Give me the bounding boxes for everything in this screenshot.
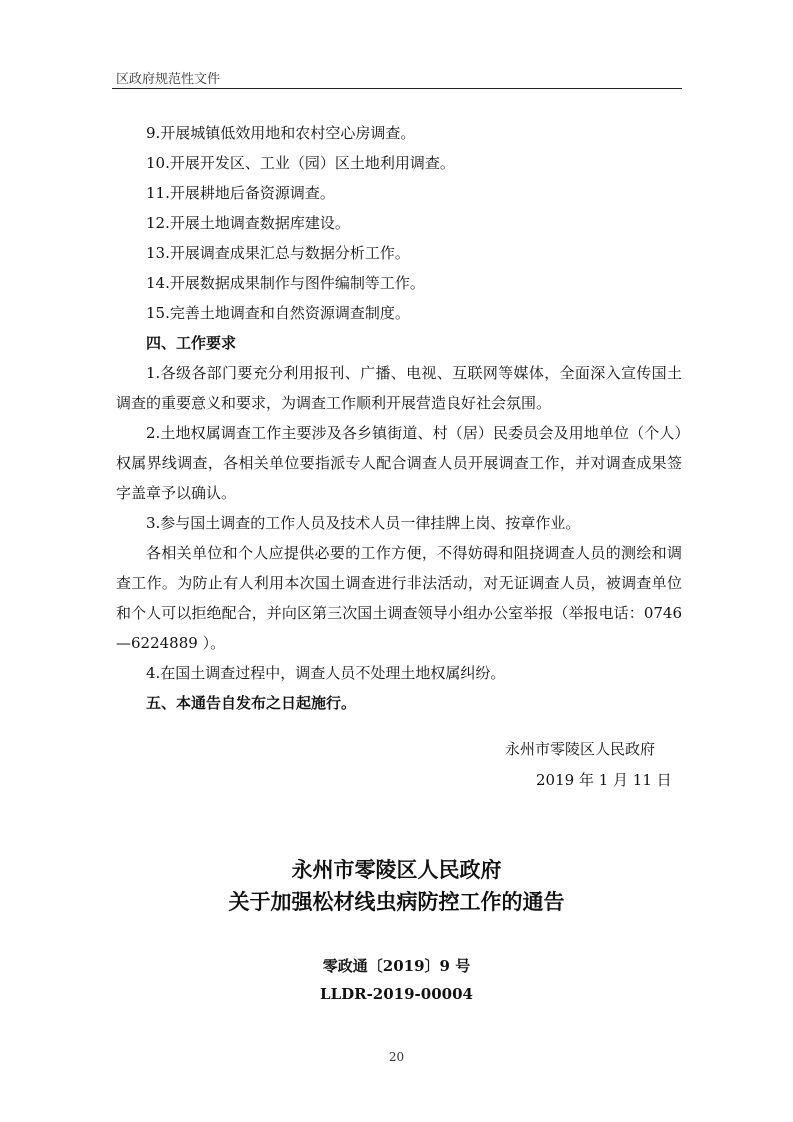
requirement-4: 4.在国土调查过程中，调查人员不处理土地权属纠纷。 (146, 664, 506, 682)
requirement-2: 2.土地权属调查工作主要涉及各乡镇街道、村（居）民委员会及用地单位（个人）权属界线调查，各相关单位要指派专人配合调查人员开展调查工作，并对调查成果签字盖章予以确认。 (116, 424, 682, 502)
list-item-15: 15.完善土地调查和自然资源调查制度。 (146, 304, 410, 322)
section-heading-4: 四、工作要求 (146, 334, 237, 352)
section-heading-5: 五、本通告自发布之日起施行。 (146, 694, 357, 712)
doc-title-line2: 关于加强松材线虫病防控工作的通告 (228, 890, 565, 914)
requirement-1: 1.各级各部门要充分利用报刊、广播、电视、互联网等媒体，全面深入宣传国土调查的重要意义和要求，为调查工作顺利开展营造良好社会氛围。 (116, 364, 682, 412)
page-number: 20 (388, 1050, 405, 1064)
doc-title-line1: 永州市零陵区人民政府 (291, 858, 502, 882)
requirement-3-detail: 各相关单位和个人应提供必要的工作方便，不得妨碍和阻挠调查人员的测绘和调查工作。为防止有人利用本次国土调查进行非法活动，对无证调查人员，被调查单位和个人可以拒绝配合，并向区第三次国土调查领导小组办公室举报（举报电话：0746—6224889 ）。 (116, 544, 682, 652)
list-item-12: 12.开展土地调查数据库建设。 (146, 214, 350, 232)
list-item-9: 9.开展城镇低效用地和农村空心房调查。 (146, 124, 416, 142)
header-text: 区政府规范性文件 (116, 72, 221, 87)
list-item-13: 13.开展调查成果汇总与数据分析工作。 (146, 244, 410, 262)
document-body (116, 118, 682, 718)
header-rule (112, 88, 682, 89)
requirement-3: 3.参与国土调查的工作人员及技术人员一律挂牌上岗、按章作业。 (146, 514, 581, 532)
list-item-14: 14.开展数据成果制作与图件编制等工作。 (146, 274, 425, 292)
signature-date: 2019 年 1 月 11 日 (536, 771, 672, 789)
register-code: LLDR-2019-00004 (320, 985, 473, 1003)
doc-number: 零政通〔2019〕9 号 (322, 957, 471, 975)
list-item-10: 10.开展开发区、工业（园）区土地利用调查。 (146, 154, 455, 172)
signature-org: 永州市零陵区人民政府 (505, 740, 656, 758)
list-item-11: 11.开展耕地后备资源调查。 (146, 184, 335, 202)
